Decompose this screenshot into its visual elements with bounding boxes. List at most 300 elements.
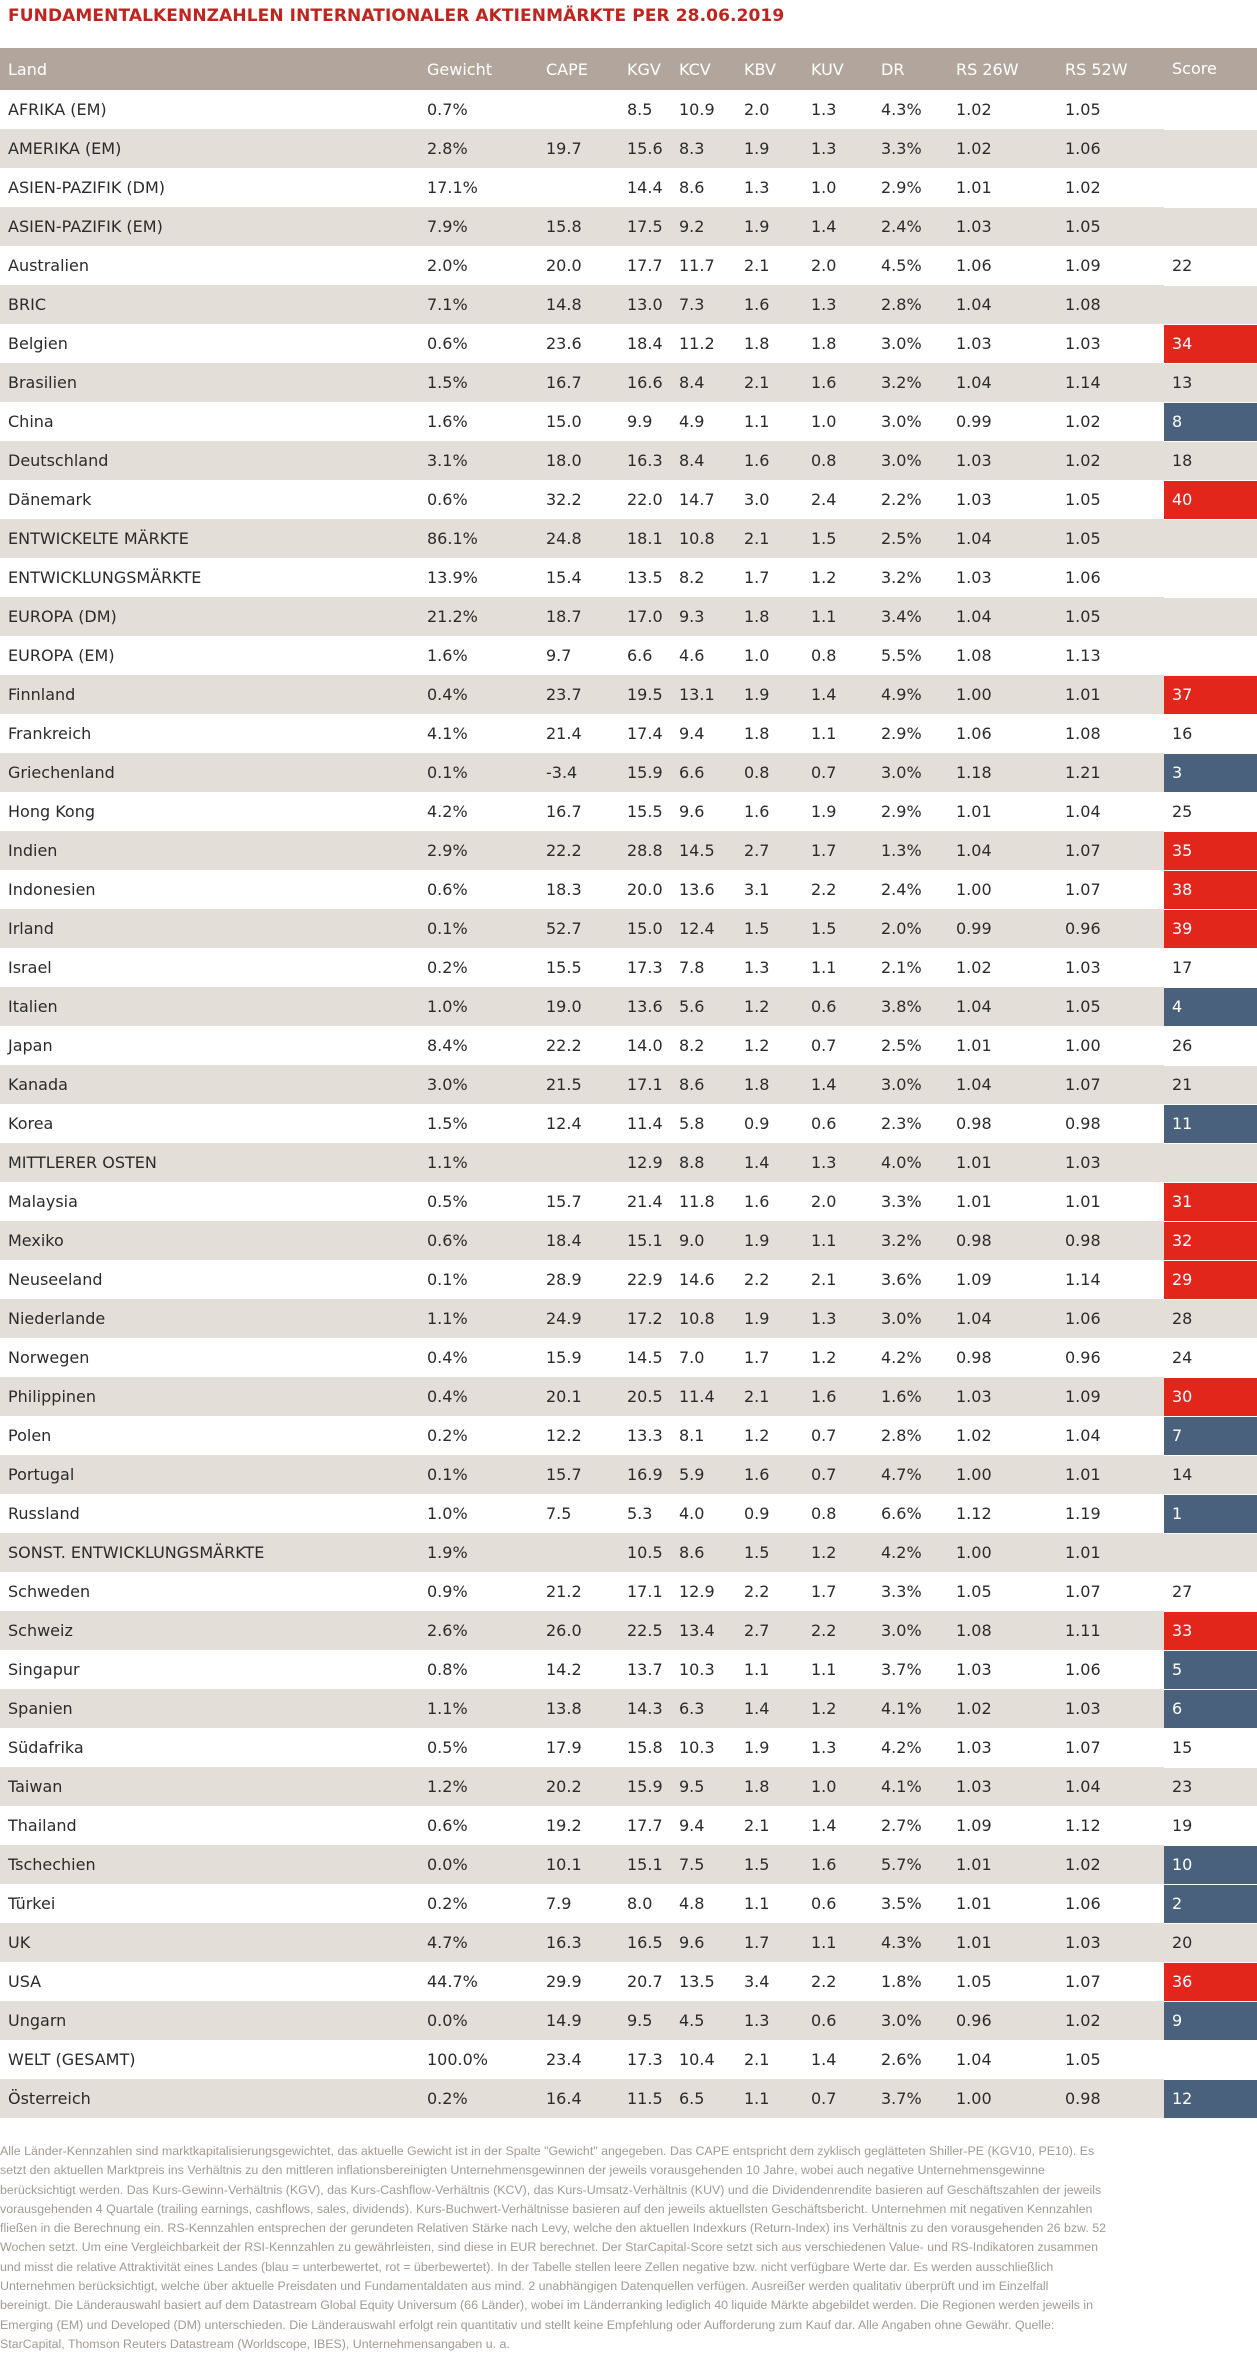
cell-dr: 1.3% [881, 841, 922, 860]
cell-land: Italien [8, 997, 58, 1016]
table-row [0, 1650, 1257, 1689]
cell-rs26: 1.08 [956, 646, 992, 665]
cell-kgv: 16.9 [627, 1465, 663, 1484]
cell-dr: 2.5% [881, 529, 922, 548]
score-badge: 24 [1164, 1338, 1257, 1377]
cell-kcv: 8.3 [679, 139, 705, 158]
cell-land: Indonesien [8, 880, 96, 899]
cell-land: Australien [8, 256, 89, 275]
cell-land: Neuseeland [8, 1270, 103, 1289]
cell-cape: 7.9 [546, 1894, 572, 1913]
cell-kuv: 1.6 [811, 373, 837, 392]
cell-gewicht: 1.2% [427, 1777, 468, 1796]
cell-gewicht: 0.0% [427, 2011, 468, 2030]
cell-land: Belgien [8, 334, 68, 353]
cell-rs26: 1.00 [956, 1543, 992, 1562]
cell-gewicht: 0.6% [427, 1231, 468, 1250]
cell-land: UK [8, 1933, 31, 1952]
cell-rs52: 1.14 [1065, 1270, 1101, 1289]
cell-kuv: 1.0 [811, 412, 837, 431]
cell-land: MITTLERER OSTEN [8, 1153, 157, 1172]
score-badge [1164, 90, 1257, 129]
cell-kgv: 16.3 [627, 451, 663, 470]
cell-gewicht: 0.4% [427, 1348, 468, 1367]
cell-cape: 15.9 [546, 1348, 582, 1367]
cell-kuv: 1.6 [811, 1387, 837, 1406]
cell-cape: 15.4 [546, 568, 582, 587]
cell-kcv: 11.7 [679, 256, 715, 275]
cell-land: Malaysia [8, 1192, 78, 1211]
cell-rs52: 1.04 [1065, 1426, 1101, 1445]
cell-kbv: 1.7 [744, 1348, 770, 1367]
cell-cape: 14.2 [546, 1660, 582, 1679]
cell-cape: 13.8 [546, 1699, 582, 1718]
cell-dr: 2.6% [881, 2050, 922, 2069]
cell-kgv: 14.4 [627, 178, 663, 197]
cell-dr: 2.4% [881, 217, 922, 236]
cell-kuv: 2.1 [811, 1270, 837, 1289]
cell-kgv: 17.1 [627, 1582, 663, 1601]
cell-kuv: 1.1 [811, 607, 837, 626]
cell-kuv: 1.2 [811, 1348, 837, 1367]
cell-rs52: 1.04 [1065, 1777, 1101, 1796]
score-badge: 14 [1164, 1455, 1257, 1494]
cell-land: Niederlande [8, 1309, 106, 1328]
cell-cape [538, 1143, 619, 1182]
cell-kbv: 2.2 [744, 1582, 770, 1601]
cell-cape: 22.2 [546, 841, 582, 860]
cell-kcv: 11.2 [679, 334, 715, 353]
table-row [0, 558, 1257, 597]
cell-cape [538, 168, 619, 207]
cell-rs26: 0.98 [956, 1348, 992, 1367]
table-row [0, 1260, 1257, 1299]
cell-dr: 3.0% [881, 451, 922, 470]
score-badge: 22 [1164, 246, 1257, 285]
cell-kuv: 0.6 [811, 1894, 837, 1913]
cell-kgv: 8.5 [627, 100, 653, 119]
cell-kgv: 12.9 [627, 1153, 663, 1172]
cell-land: BRIC [8, 295, 46, 314]
cell-rs52: 0.96 [1065, 919, 1101, 938]
cell-gewicht: 0.8% [427, 1660, 468, 1679]
cell-cape: 16.3 [546, 1933, 582, 1952]
cell-gewicht: 0.1% [427, 763, 468, 782]
cell-land: ASIEN-PAZIFIK (EM) [8, 217, 163, 236]
cell-kcv: 9.0 [679, 1231, 705, 1250]
cell-kbv: 1.9 [744, 1231, 770, 1250]
cell-cape: 23.4 [546, 2050, 582, 2069]
cell-rs26: 1.12 [956, 1504, 992, 1523]
cell-kcv: 9.6 [679, 1933, 705, 1952]
score-badge: 18 [1164, 441, 1257, 480]
cell-land: Hong Kong [8, 802, 95, 821]
footnote-line: bereinigt. Die Länderauswahl basiert auf dem Datastream Global Equity Universum (66 Länder), wobei im Länderranking lediglich 40 liquide Märkte abgebildet werden. Die Regionen werden jeweils in [0, 2298, 1094, 2313]
score-badge: 35 [1164, 831, 1257, 870]
cell-kcv: 6.3 [679, 1699, 705, 1718]
cell-gewicht: 0.2% [427, 958, 468, 977]
table-row [0, 948, 1257, 987]
cell-rs52: 1.07 [1065, 1075, 1101, 1094]
cell-kcv: 9.3 [679, 607, 705, 626]
cell-kbv: 1.1 [744, 2089, 770, 2108]
cell-rs26: 1.01 [956, 802, 992, 821]
cell-gewicht: 7.9% [427, 217, 468, 236]
cell-rs52: 0.96 [1065, 1348, 1101, 1367]
footnote-line: Wochen setzt. Um eine Vergleichbarkeit der RSI-Kennzahlen zu gewährleisten, sind diese in EUR berechnet. Der StarCapital-Score setzt sich aus verschiedenen Value- und RS-Indikatoren zusammen [0, 2240, 1099, 2255]
cell-gewicht: 1.1% [427, 1309, 468, 1328]
cell-gewicht: 2.9% [427, 841, 468, 860]
cell-dr: 1.6% [881, 1387, 922, 1406]
cell-rs26: 1.02 [956, 958, 992, 977]
cell-rs26: 1.01 [956, 178, 992, 197]
cell-cape: 18.4 [546, 1231, 582, 1250]
cell-kcv: 9.4 [679, 724, 705, 743]
cell-kuv: 1.8 [811, 334, 837, 353]
cell-rs52: 0.98 [1065, 2089, 1101, 2108]
cell-kbv: 2.1 [744, 529, 770, 548]
cell-gewicht: 1.0% [427, 997, 468, 1016]
cell-land: USA [8, 1972, 42, 1991]
header-rs52w: RS 52W [1065, 59, 1128, 79]
cell-rs26: 1.05 [956, 1582, 992, 1601]
score-badge: 32 [1164, 1221, 1257, 1260]
table-row [0, 480, 1257, 519]
cell-kbv: 1.8 [744, 724, 770, 743]
cell-kcv: 9.4 [679, 1816, 705, 1835]
footnote-line: fließen in die Berechnung ein. RS-Kennzahlen entsprechen der gerundeten Relativen Stärke nach Levy, welche den aktuellen Indexkurs (Return-Index) ins Verhältnis zu den vorausgehenden 26 bzw. 52 [0, 2221, 1106, 2236]
cell-land: Kanada [8, 1075, 68, 1094]
table-row [0, 285, 1257, 324]
score-badge [1164, 1143, 1257, 1182]
cell-rs26: 1.02 [956, 1699, 992, 1718]
cell-rs26: 0.96 [956, 2011, 992, 2030]
cell-dr: 3.0% [881, 1309, 922, 1328]
cell-cape: 18.7 [546, 607, 582, 626]
table-row [0, 1572, 1257, 1611]
cell-gewicht: 0.6% [427, 334, 468, 353]
cell-cape: 52.7 [546, 919, 582, 938]
cell-kgv: 13.5 [627, 568, 663, 587]
cell-kbv: 1.8 [744, 1777, 770, 1796]
cell-rs52: 0.98 [1065, 1231, 1101, 1250]
cell-gewicht: 17.1% [427, 178, 478, 197]
cell-dr: 3.7% [881, 2089, 922, 2108]
cell-kcv: 13.4 [679, 1621, 715, 1640]
cell-kgv: 10.5 [627, 1543, 663, 1562]
cell-cape: 15.5 [546, 958, 582, 977]
cell-kgv: 14.0 [627, 1036, 663, 1055]
cell-kuv: 1.5 [811, 529, 837, 548]
cell-land: Frankreich [8, 724, 92, 743]
header-dr: DR [881, 59, 905, 79]
table-row [0, 324, 1257, 363]
cell-kbv: 1.4 [744, 1699, 770, 1718]
cell-gewicht: 3.0% [427, 1075, 468, 1094]
cell-kgv: 18.1 [627, 529, 663, 548]
cell-kbv: 1.9 [744, 685, 770, 704]
table-row [0, 675, 1257, 714]
cell-land: AMERIKA (EM) [8, 139, 122, 158]
cell-kcv: 12.9 [679, 1582, 715, 1601]
cell-rs52: 1.19 [1065, 1504, 1101, 1523]
cell-dr: 3.2% [881, 373, 922, 392]
score-badge: 20 [1164, 1923, 1257, 1962]
cell-dr: 3.0% [881, 334, 922, 353]
cell-kbv: 1.3 [744, 2011, 770, 2030]
cell-dr: 4.3% [881, 1933, 922, 1952]
footnote-line: vorausgehenden 4 Quartale (trailing earnings, cashflows, sales, dividends). Kurs-Buchwert-Verhältnisse basieren auf den jeweils aktuellsten Geschäftsbericht. Unternehmen mit negativen Kennzahlen [0, 2201, 1093, 2216]
cell-kcv: 14.7 [679, 490, 715, 509]
cell-kcv: 8.4 [679, 451, 705, 470]
cell-cape: 16.4 [546, 2089, 582, 2108]
cell-gewicht: 44.7% [427, 1972, 478, 1991]
cell-gewicht: 0.4% [427, 1387, 468, 1406]
cell-dr: 3.0% [881, 763, 922, 782]
cell-rs26: 1.04 [956, 295, 992, 314]
cell-rs26: 1.03 [956, 217, 992, 236]
cell-cape: 16.7 [546, 802, 582, 821]
cell-gewicht: 0.2% [427, 2089, 468, 2108]
score-badge [1164, 519, 1257, 558]
cell-rs52: 1.03 [1065, 1153, 1101, 1172]
cell-rs52: 1.12 [1065, 1816, 1101, 1835]
cell-gewicht: 1.9% [427, 1543, 468, 1562]
cell-kcv: 5.6 [679, 997, 705, 1016]
cell-gewicht: 0.9% [427, 1582, 468, 1601]
table-row [0, 1143, 1257, 1182]
cell-land: Schweden [8, 1582, 91, 1601]
cell-kgv: 17.1 [627, 1075, 663, 1094]
cell-kbv: 1.6 [744, 295, 770, 314]
cell-kbv: 1.1 [744, 1660, 770, 1679]
score-badge: 6 [1164, 1689, 1257, 1728]
cell-kgv: 17.2 [627, 1309, 663, 1328]
cell-land: Irland [8, 919, 54, 938]
cell-kuv: 1.2 [811, 1543, 837, 1562]
score-badge: 13 [1164, 363, 1257, 402]
cell-dr: 3.0% [881, 1621, 922, 1640]
cell-dr: 3.0% [881, 412, 922, 431]
cell-kgv: 15.1 [627, 1855, 663, 1874]
cell-kbv: 2.0 [744, 100, 770, 119]
cell-dr: 2.4% [881, 880, 922, 899]
table-row [0, 1611, 1257, 1650]
cell-kbv: 2.1 [744, 2050, 770, 2069]
cell-cape: 12.4 [546, 1114, 582, 1133]
score-badge: 1 [1164, 1494, 1257, 1533]
cell-kbv: 1.8 [744, 607, 770, 626]
cell-rs26: 1.02 [956, 1426, 992, 1445]
cell-dr: 2.1% [881, 958, 922, 977]
cell-rs26: 1.03 [956, 490, 992, 509]
cell-kgv: 14.3 [627, 1699, 663, 1718]
cell-rs52: 1.02 [1065, 178, 1101, 197]
score-badge: 40 [1164, 480, 1257, 519]
cell-kcv: 8.4 [679, 373, 705, 392]
cell-rs26: 0.99 [956, 919, 992, 938]
cell-rs52: 1.02 [1065, 412, 1101, 431]
cell-kbv: 1.0 [744, 646, 770, 665]
cell-kuv: 1.9 [811, 802, 837, 821]
cell-rs26: 1.06 [956, 256, 992, 275]
score-badge: 28 [1164, 1299, 1257, 1338]
cell-kbv: 1.2 [744, 1036, 770, 1055]
cell-cape: 14.9 [546, 2011, 582, 2030]
cell-kuv: 1.4 [811, 1075, 837, 1094]
cell-dr: 2.8% [881, 295, 922, 314]
cell-kbv: 1.9 [744, 139, 770, 158]
cell-rs52: 0.98 [1065, 1114, 1101, 1133]
cell-kbv: 1.3 [744, 178, 770, 197]
cell-kgv: 15.8 [627, 1738, 663, 1757]
cell-cape: 22.2 [546, 1036, 582, 1055]
table-row [0, 1026, 1257, 1065]
cell-kgv: 9.5 [627, 2011, 653, 2030]
cell-rs52: 1.02 [1065, 1855, 1101, 1874]
cell-kuv: 1.3 [811, 1738, 837, 1757]
cell-kuv: 1.6 [811, 1855, 837, 1874]
cell-rs26: 1.09 [956, 1270, 992, 1289]
cell-land: Indien [8, 841, 58, 860]
score-badge: 19 [1164, 1806, 1257, 1845]
cell-kgv: 20.5 [627, 1387, 663, 1406]
cell-kbv: 1.9 [744, 1309, 770, 1328]
cell-gewicht: 0.6% [427, 1816, 468, 1835]
cell-kcv: 7.0 [679, 1348, 705, 1367]
cell-rs26: 1.03 [956, 334, 992, 353]
cell-cape: 17.9 [546, 1738, 582, 1757]
table-row [0, 207, 1257, 246]
cell-kgv: 15.5 [627, 802, 663, 821]
cell-kgv: 16.6 [627, 373, 663, 392]
cell-kuv: 1.1 [811, 1231, 837, 1250]
market-metrics-table [0, 48, 1257, 2118]
score-badge: 27 [1164, 1572, 1257, 1611]
cell-cape: 23.7 [546, 685, 582, 704]
cell-land: EUROPA (DM) [8, 607, 117, 626]
cell-dr: 3.2% [881, 1231, 922, 1250]
score-badge: 23 [1164, 1767, 1257, 1806]
cell-gewicht: 1.0% [427, 1504, 468, 1523]
cell-cape: 15.7 [546, 1465, 582, 1484]
table-row [0, 1533, 1257, 1572]
cell-rs52: 1.07 [1065, 1738, 1101, 1757]
table-row [0, 1455, 1257, 1494]
cell-rs26: 1.02 [956, 100, 992, 119]
footnote-line: Alle Länder-Kennzahlen sind marktkapitalisierungsgewichtet, das aktuelle Gewicht ist in der Spalte "Gewicht" angegeben. Das CAPE entspricht dem zyklisch geglätteten Shiller-PE (KGV10, PE10). Es [0, 2144, 1095, 2158]
cell-cape: 24.8 [546, 529, 582, 548]
cell-kuv: 1.4 [811, 685, 837, 704]
cell-kcv: 9.5 [679, 1777, 705, 1796]
cell-rs26: 1.04 [956, 607, 992, 626]
cell-dr: 3.3% [881, 1192, 922, 1211]
cell-kbv: 1.6 [744, 802, 770, 821]
cell-land: Philippinen [8, 1387, 97, 1406]
cell-dr: 5.7% [881, 1855, 922, 1874]
cell-kgv: 19.5 [627, 685, 663, 704]
score-badge [1164, 285, 1257, 324]
cell-dr: 4.9% [881, 685, 922, 704]
cell-rs26: 1.04 [956, 2050, 992, 2069]
cell-rs26: 1.18 [956, 763, 992, 782]
cell-dr: 4.0% [881, 1153, 922, 1172]
cell-kbv: 1.7 [744, 1933, 770, 1952]
cell-kgv: 5.3 [627, 1504, 653, 1523]
cell-kgv: 9.9 [627, 412, 653, 431]
cell-kgv: 11.4 [627, 1114, 663, 1133]
cell-kcv: 4.0 [679, 1504, 705, 1523]
table-row [0, 519, 1257, 558]
cell-kuv: 2.4 [811, 490, 837, 509]
cell-rs26: 1.06 [956, 724, 992, 743]
cell-kuv: 1.3 [811, 139, 837, 158]
cell-rs52: 1.05 [1065, 217, 1101, 236]
cell-gewicht: 1.5% [427, 1114, 468, 1133]
cell-kcv: 7.3 [679, 295, 705, 314]
cell-kcv: 7.8 [679, 958, 705, 977]
cell-kuv: 2.2 [811, 880, 837, 899]
cell-kbv: 1.6 [744, 451, 770, 470]
cell-land: Japan [8, 1036, 53, 1055]
cell-dr: 2.0% [881, 919, 922, 938]
cell-land: Korea [8, 1114, 54, 1133]
cell-rs52: 1.01 [1065, 1192, 1101, 1211]
cell-rs26: 1.09 [956, 1816, 992, 1835]
cell-rs26: 1.01 [956, 1894, 992, 1913]
cell-kuv: 0.8 [811, 1504, 837, 1523]
footnote-line: setzt den aktuellen Marktpreis ins Verhältnis zu den mittleren inflationsbereinigten Unternehmensgewinnen der jeweils vorausgehenden 10 Jahre, wobei auch negative Unternehmensgewinne [0, 2163, 1045, 2178]
cell-kbv: 1.5 [744, 919, 770, 938]
cell-gewicht: 0.5% [427, 1192, 468, 1211]
cell-kcv: 9.2 [679, 217, 705, 236]
table-row [0, 909, 1257, 948]
cell-rs52: 1.03 [1065, 1699, 1101, 1718]
cell-kbv: 1.5 [744, 1543, 770, 1562]
cell-land: Russland [8, 1504, 80, 1523]
score-badge: 34 [1164, 324, 1257, 363]
cell-land: Mexiko [8, 1231, 64, 1250]
page-title: FUNDAMENTALKENNZAHLEN INTERNATIONALER AKTIENMÄRKTE PER 28.06.2019 [8, 6, 785, 26]
cell-kcv: 8.1 [679, 1426, 705, 1445]
cell-rs26: 1.04 [956, 1075, 992, 1094]
cell-rs52: 1.01 [1065, 1543, 1101, 1562]
cell-rs52: 1.02 [1065, 451, 1101, 470]
cell-land: Polen [8, 1426, 52, 1445]
cell-land: Österreich [8, 2089, 91, 2108]
table-row [0, 2079, 1257, 2118]
score-badge: 16 [1164, 714, 1257, 753]
table-row [0, 168, 1257, 207]
cell-kgv: 22.5 [627, 1621, 663, 1640]
table-row [0, 1845, 1257, 1884]
cell-land: Taiwan [8, 1777, 63, 1796]
cell-rs52: 1.01 [1065, 685, 1101, 704]
cell-kuv: 2.2 [811, 1621, 837, 1640]
cell-kgv: 8.0 [627, 1894, 653, 1913]
table-row [0, 1104, 1257, 1143]
table-row [0, 1221, 1257, 1260]
cell-kbv: 3.4 [744, 1972, 770, 1991]
cell-kcv: 5.9 [679, 1465, 705, 1484]
table-row [0, 246, 1257, 285]
score-badge [1164, 558, 1257, 597]
score-badge: 33 [1164, 1611, 1257, 1650]
cell-kgv: 17.4 [627, 724, 663, 743]
cell-cape: 21.2 [546, 1582, 582, 1601]
cell-dr: 3.2% [881, 568, 922, 587]
cell-kgv: 20.7 [627, 1972, 663, 1991]
